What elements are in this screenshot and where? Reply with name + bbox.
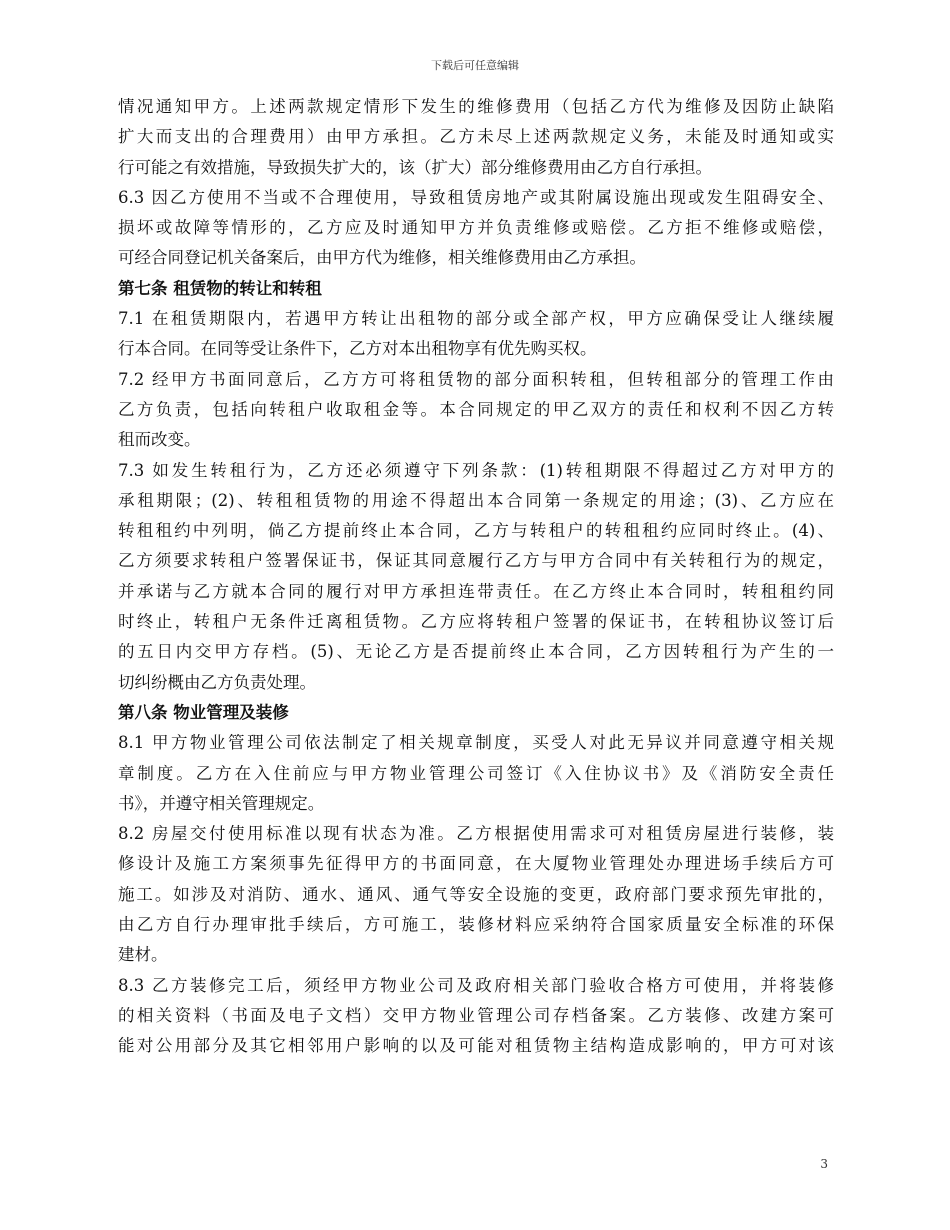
page-header-note: 下载后可任意编辑: [431, 59, 519, 72]
body-text-line: 书》，并遵守相关管理规定。: [118, 793, 325, 813]
body-text-line: 7.2 经甲方书面同意后，乙方方可将租赁物的部分面积转租，但转租部分的管理工作由: [118, 369, 834, 389]
body-text-line: 行可能之有效措施，导致损失扩大的，该（扩大）部分维修费用由乙方自行承担。: [118, 157, 712, 177]
body-text-line: 并承诺与乙方就本合同的履行对甲方承担连带责任。在乙方终止本合同时，转租租约同: [118, 581, 834, 601]
body-text-line: 承租期限；(2)、转租租赁物的用途不得超出本合同第一条规定的用途；(3)、乙方应在: [118, 490, 834, 510]
body-text-line: 6.3 因乙方使用不当或不合理使用，导致租赁房地产或其附属设施出现或发生阻碍安全、: [118, 187, 834, 207]
body-text-line: 情况通知甲方。上述两款规定情形下发生的维修费用（包括乙方代为维修及因防止缺陷: [118, 97, 834, 116]
document-body: [118, 92, 834, 1062]
body-text-line: 可经合同登记机关备案后，由甲方代为维修，相关维修费用由乙方承担。: [118, 248, 646, 268]
body-text-line: 能对公用部分及其它相邻用户影响的以及可能对租赁物主结构造成影响的，甲方可对该: [118, 1036, 834, 1056]
page-number: 3: [820, 1157, 828, 1171]
body-text-line: 时终止，转租户无条件迁离租赁物。乙方应将转租户签署的保证书，在转租协议签订后: [118, 612, 834, 632]
body-text-line: 乙方须要求转租户签署保证书，保证其同意履行乙方与甲方合同中有关转租行为的规定，: [118, 551, 834, 571]
body-text-line: 切纠纷概由乙方负责处理。: [118, 672, 316, 692]
body-text-line: 扩大而支出的合理费用）由甲方承担。乙方未尽上述两款规定义务，未能及时通知或实: [118, 127, 834, 147]
section-heading: 第八条 物业管理及装修: [118, 702, 289, 722]
body-text-line: 建材。: [118, 945, 168, 965]
body-text-line: 8.2 房屋交付使用标准以现有状态为准。乙方根据使用需求可对租赁房屋进行装修，装: [118, 824, 834, 844]
body-text-line: 租而改变。: [118, 430, 201, 450]
body-text-line: 由乙方自行办理审批手续后，方可施工，装修材料应采纳符合国家质量安全标准的环保: [118, 915, 834, 935]
body-text-line: 章制度。乙方在入住前应与甲方物业管理公司签订《入住协议书》及《消防安全责任: [118, 763, 834, 783]
body-text-line: 的相关资料（书面及电子文档）交甲方物业管理公司存档备案。乙方装修、改建方案可: [118, 1005, 834, 1025]
body-text-line: 损坏或故障等情形的，乙方应及时通知甲方并负责维修或赔偿。乙方拒不维修或赔偿，: [118, 218, 834, 238]
body-text-line: 8.1 甲方物业管理公司依法制定了相关规章制度，买受人对此无异议并同意遵守相关规: [118, 733, 834, 753]
body-text-line: 7.1 在租赁期限内，若遇甲方转让出租物的部分或全部产权，甲方应确保受让人继续履: [118, 309, 834, 329]
body-text-line: 行本合同。在同等受让条件下，乙方对本出租物享有优先购买权。: [118, 339, 597, 359]
body-text-line: 8.3 乙方装修完工后，须经甲方物业公司及政府相关部门验收合格方可使用，并将装修: [118, 975, 834, 995]
body-text-line: 乙方负责，包括向转租户收取租金等。本合同规定的甲乙双方的责任和权利不因乙方转: [118, 399, 834, 419]
body-text-line: 施工。如涉及对消防、通水、通风、通气等安全设施的变更，政府部门要求预先审批的，: [118, 884, 834, 904]
body-text-line: 修设计及施工方案须事先征得甲方的书面同意，在大厦物业管理处办理进场手续后方可: [118, 854, 834, 874]
body-text-line: 7.3 如发生转租行为，乙方还必须遵守下列条款：(1)转租期限不得超过乙方对甲方的: [118, 460, 834, 480]
body-text-line: 的五日内交甲方存档。(5)、无论乙方是否提前终止本合同，乙方因转租行为产生的一: [118, 642, 834, 662]
body-text-line: 转租租约中列明，倘乙方提前终止本合同，乙方与转租户的转租租约应同时终止。(4)、: [118, 521, 834, 541]
section-heading: 第七条 租赁物的转让和转租: [118, 278, 322, 298]
